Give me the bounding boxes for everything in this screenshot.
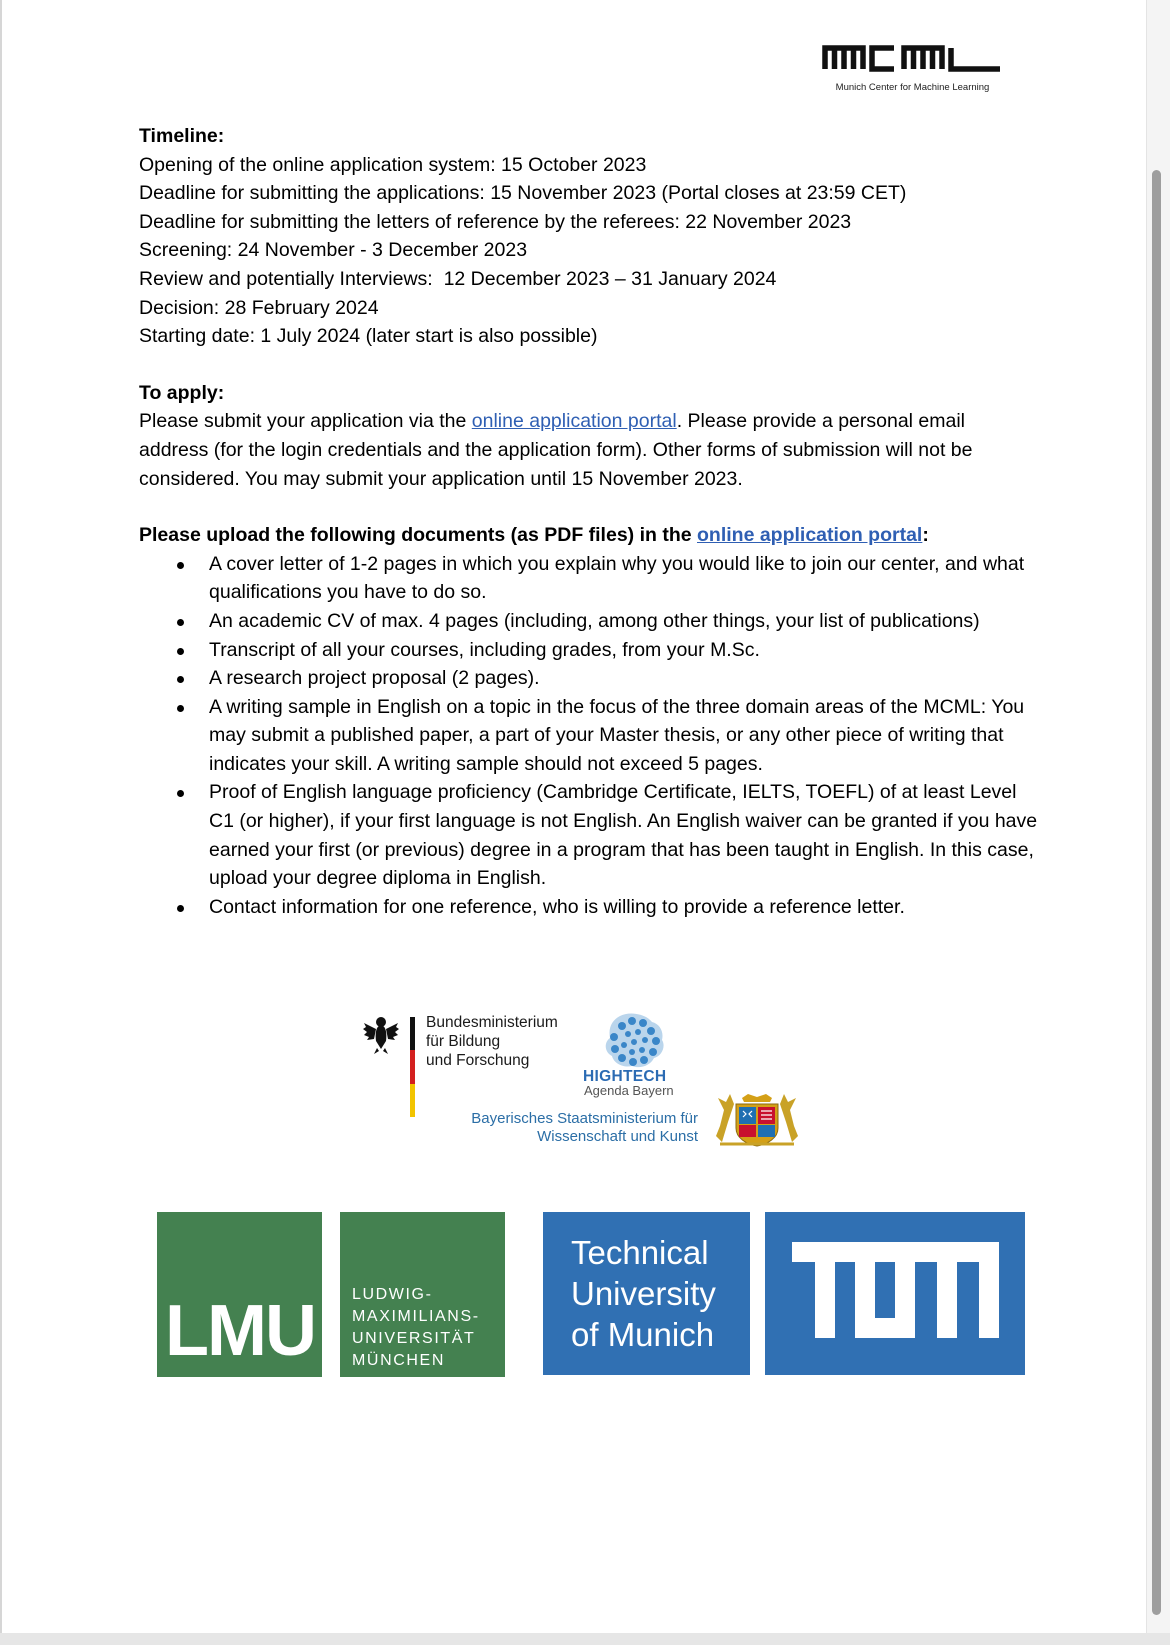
timeline-item: Deadline for submitting the letters of reference by the referees: 22 November 2023 bbox=[139, 210, 852, 233]
bavarian-ministry-line: Bayerisches Staatsministerium für bbox=[471, 1110, 698, 1127]
lion-icon bbox=[600, 1012, 668, 1070]
bmbf-line: Bundesministerium bbox=[426, 1014, 558, 1031]
lmu-name-line: LUDWIG- bbox=[352, 1286, 433, 1303]
federal-eagle-icon bbox=[362, 1013, 400, 1055]
scrollbar-thumb[interactable] bbox=[1152, 170, 1161, 1615]
list-item bbox=[139, 636, 1039, 665]
agenda-bayern-label: Agenda Bayern bbox=[584, 1083, 674, 1098]
bullet-icon bbox=[177, 562, 184, 569]
tum-name-line: University bbox=[571, 1275, 716, 1312]
hightech-label: HIGHTECH bbox=[583, 1068, 667, 1085]
timeline-item: Decision: 28 February 2024 bbox=[139, 296, 379, 319]
list-item bbox=[139, 607, 1039, 636]
timeline-item: Screening: 24 November - 3 December 2023 bbox=[139, 239, 528, 262]
bullet-icon bbox=[177, 905, 184, 912]
list-item-text: Transcript of all your courses, including grades, from your M.Sc. bbox=[209, 638, 760, 661]
list-item-text: An academic CV of max. 4 pages (including, among other things, your list of publications) bbox=[209, 609, 980, 632]
list-item-text: A research project proposal (2 pages). bbox=[209, 667, 540, 690]
apply-heading: To apply: bbox=[139, 381, 225, 404]
apply-paragraph bbox=[139, 407, 1039, 493]
documents-heading-text: Please upload the following documents (as PDF files) in the bbox=[139, 524, 697, 547]
lmu-name-line: MÜNCHEN bbox=[352, 1352, 445, 1369]
flag-bar bbox=[410, 1017, 415, 1117]
tum-name-line: of Munich bbox=[571, 1316, 715, 1353]
bavarian-coat-of-arms-icon bbox=[712, 1092, 802, 1148]
bavarian-ministry-name bbox=[380, 1110, 698, 1146]
lmu-logo-name bbox=[340, 1212, 505, 1377]
bmbf-line: für Bildung bbox=[426, 1033, 501, 1050]
tum-logo-name bbox=[543, 1212, 750, 1375]
list-item bbox=[139, 893, 1039, 922]
tum-name-line: Technical bbox=[571, 1234, 709, 1271]
bullet-icon bbox=[177, 648, 184, 655]
online-application-portal-link[interactable]: online application portal bbox=[697, 524, 923, 547]
timeline-item: Review and potentially Interviews: 12 December 2023 – 31 January 2024 bbox=[139, 267, 777, 290]
timeline-item: Starting date: 1 July 2024 (later start is also possible) bbox=[139, 325, 598, 348]
list-item-text: A cover letter of 1-2 pages in which you explain why you would like to join our center, and what qualifications you have to do so. bbox=[209, 552, 1025, 604]
mcml-logo bbox=[820, 42, 1005, 98]
lmu-name-line: UNIVERSITÄT bbox=[352, 1330, 476, 1347]
page-bottom-edge bbox=[0, 1633, 1170, 1645]
documents-heading bbox=[139, 521, 1039, 550]
timeline-item: Opening of the online application system: 15 October 2023 bbox=[139, 153, 647, 176]
list-item bbox=[139, 778, 1039, 892]
apply-text: . Please provide a personal email address (for the login credentials and the application form). Other forms of submission will not be considered. You may submit your application until 15 November 2023. bbox=[139, 410, 973, 490]
list-item bbox=[139, 664, 1039, 693]
list-item-text: A writing sample in English on a topic in the focus of the three domain areas of the MCML: You may submit a published paper, a part of your Master thesis, or any other piece of writing that indicates your skill. A writing sample should not exceed 5 pages. bbox=[209, 695, 1025, 775]
list-item bbox=[139, 693, 1029, 779]
apply-text: Please submit your application via the bbox=[139, 410, 472, 433]
bullet-icon bbox=[177, 705, 184, 712]
bavarian-ministry-line: Wissenschaft und Kunst bbox=[537, 1128, 698, 1145]
bullet-icon bbox=[177, 619, 184, 626]
lmu-name-line: MAXIMILIANS- bbox=[352, 1308, 480, 1325]
tum-name-text bbox=[571, 1232, 716, 1355]
lmu-name-text bbox=[352, 1284, 480, 1372]
tum-wordmark-icon bbox=[765, 1212, 1025, 1375]
bullet-icon bbox=[177, 676, 184, 683]
documents-heading-colon: : bbox=[922, 524, 929, 547]
bmbf-line: und Forschung bbox=[426, 1052, 530, 1069]
lmu-logo-mark bbox=[157, 1212, 322, 1377]
bmbf-name bbox=[426, 1013, 558, 1070]
list-item bbox=[139, 550, 1039, 607]
online-application-portal-link[interactable]: online application portal bbox=[471, 410, 677, 433]
mcml-wordmark-icon bbox=[820, 42, 1005, 72]
tum-logo-mark bbox=[765, 1212, 1025, 1375]
list-item-text: Proof of English language proficiency (Cambridge Certificate, IELTS, TOEFL) of at least Level C1 (or higher), if your first language is not English. An English waiver can be granted if you have earned your first (or previous) degree in a program that has been taught in English. In this case, upload your degree diploma in English. bbox=[209, 781, 1038, 890]
lmu-mark-text: LMU bbox=[165, 1291, 315, 1371]
timeline-heading: Timeline: bbox=[139, 125, 225, 147]
documents-list bbox=[139, 550, 1039, 922]
timeline-item: Deadline for submitting the applications: 15 November 2023 (Portal closes at 23:59 CET) bbox=[139, 182, 907, 205]
bullet-icon bbox=[177, 790, 184, 797]
page-left-edge bbox=[0, 0, 2, 1645]
list-item-text: Contact information for one reference, who is willing to provide a reference letter. bbox=[209, 895, 905, 918]
mcml-subtitle: Munich Center for Machine Learning bbox=[835, 82, 990, 93]
document-body bbox=[139, 122, 1039, 921]
